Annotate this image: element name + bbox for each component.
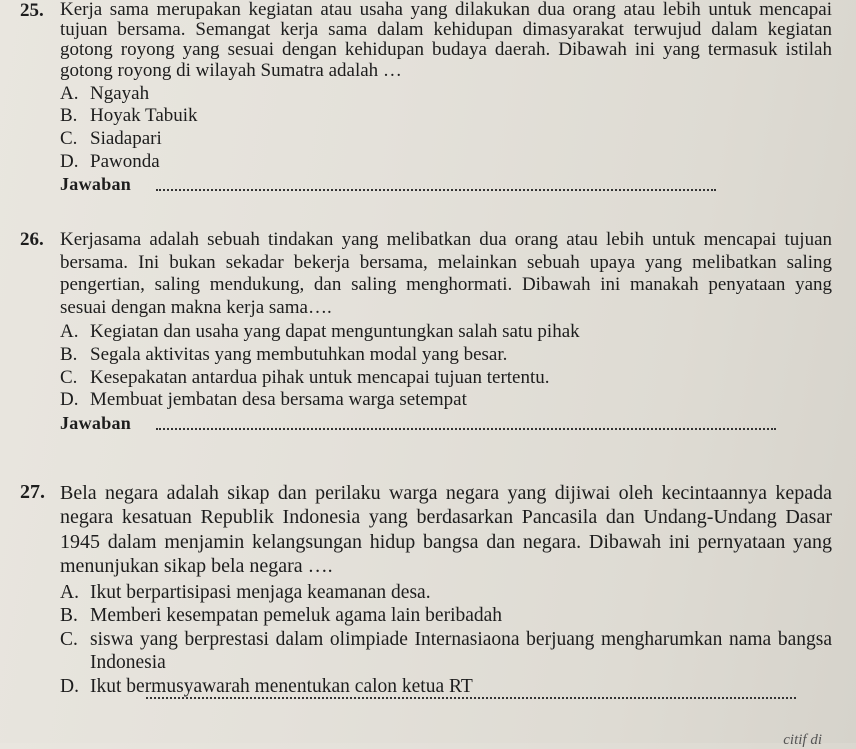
question-26: [20, 229, 832, 434]
answer-dotted-line: [156, 428, 776, 430]
option-list: [60, 581, 832, 699]
question-text: Kerjasama adalah sebuah tindakan yang melibatkan dua orang atau lebih untuk mencapai tujuan bersama. Ini bukan sekadar bekerja bersama, melainkan sebuah upaya yang melibatkan saling pengertian, saling mendukung, dan saling menghormati. Dibawah ini manakah penyataan yang sesuai dengan makna kerja sama….: [60, 229, 832, 318]
answer-line[interactable]: [60, 173, 832, 195]
answer-line[interactable]: [60, 412, 832, 434]
question-text: Bela negara adalah sikap dan perilaku warga negara yang dijiwai oleh kecintaannya kepada negara kesatuan Republik Indonesia yang berdasarkan Pancasila dan Undang-Undang Dasar 1945 dalam menjamin kelangsungan hidup bangsa dan negara. Dibawah ini pernyataan yang menunjukan sikap bela negara ….: [60, 482, 832, 578]
option-text: Kegiatan dan usaha yang dapat menguntungkan salah satu pihak: [90, 321, 580, 343]
option-d[interactable]: D. Pawonda: [60, 150, 160, 172]
option-text: Ikut bermusyawarah menentukan calon ketua RT: [90, 676, 473, 697]
option-a[interactable]: A. Ngayah: [60, 82, 150, 104]
option-b[interactable]: B. Memberi kesempatan pemeluk agama lain beribadah: [60, 605, 503, 627]
option-text: siswa yang berprestasi dalam olimpiade Internasiaona berjuang mengharumkan nama bangsa Indonesia: [90, 628, 832, 674]
option-list: [60, 321, 832, 411]
question-number: 25.: [20, 0, 44, 21]
question-text: Kerja sama merupakan kegiatan atau usaha yang dilakukan dua orang atau lebih untuk mencapai tujuan bersama. Semangat kerja sama dalam kehidupan dimasyarakat terwujud dalam kegiatan gotong royong yang sesuai dengan kehidupan budaya daerah. Dibawah ini yang termasuk istilah gotong royong di wilayah Sumatra adalah …: [60, 0, 832, 81]
option-text: Segala aktivitas yang membutuhkan modal yang besar.: [90, 343, 508, 365]
option-text: Ikut berpartisipasi menjaga keamanan desa.: [90, 581, 431, 603]
question-number: 26.: [20, 229, 44, 250]
option-c[interactable]: C. siswa yang berprestasi dalam olimpiade Internasiaona berjuang mengharumkan nama bangsa Indonesia: [60, 628, 832, 674]
option-d[interactable]: D. Membuat jembatan desa bersama warga setempat: [60, 389, 467, 411]
option-c[interactable]: C. Kesepakatan antardua pihak untuk mencapai tujuan tertentu.: [60, 366, 550, 388]
option-d[interactable]: D. Ikut bermusyawarah menentukan calon ketua RT: [60, 675, 832, 699]
option-text: Siadapari: [90, 128, 162, 149]
answer-dotted-line: [156, 189, 716, 191]
question-27: [20, 481, 832, 699]
option-text: Kesepakatan antardua pihak untuk mencapai tujuan tertentu.: [90, 366, 550, 388]
option-text: Memberi kesempatan pemeluk agama lain beribadah: [90, 605, 503, 627]
answer-label: Jawaban: [60, 412, 132, 433]
option-text: Pawonda: [90, 150, 160, 172]
option-c[interactable]: C. Siadapari: [60, 128, 162, 149]
option-a[interactable]: A. Kegiatan dan usaha yang dapat menguntungkan salah satu pihak: [60, 321, 580, 343]
cut-off-footer-text: citif di: [783, 732, 822, 748]
option-text: Ngayah: [90, 82, 150, 104]
option-a[interactable]: A. Ikut berpartisipasi menjaga keamanan desa.: [60, 581, 431, 603]
answer-dotted-line: [146, 697, 796, 699]
question-number: 27.: [20, 481, 45, 503]
option-text: Membuat jembatan desa bersama warga setempat: [90, 389, 467, 411]
option-list: [60, 83, 832, 173]
option-text: Hoyak Tabuik: [90, 105, 198, 127]
option-b[interactable]: B. Hoyak Tabuik: [60, 105, 198, 127]
option-b[interactable]: B. Segala aktivitas yang membutuhkan modal yang besar.: [60, 343, 508, 365]
answer-label: Jawaban: [60, 174, 132, 195]
question-25: [20, 0, 832, 195]
